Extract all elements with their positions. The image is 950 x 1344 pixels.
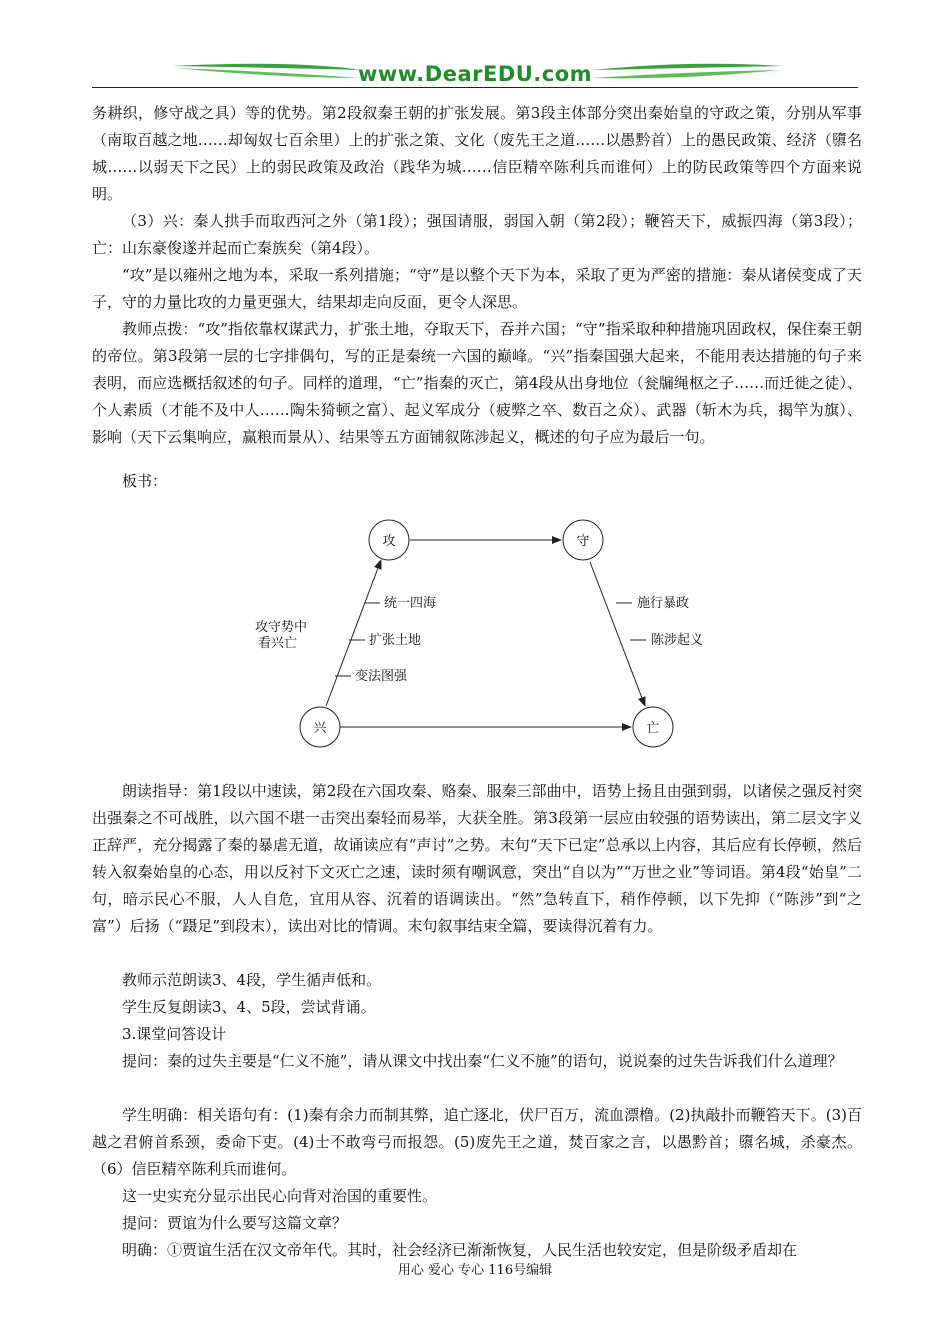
header-divider xyxy=(92,87,858,88)
paragraph-student-practice: 学生反复朗读3、4、5段，尝试背诵。 xyxy=(122,998,376,1016)
svg-text:攻: 攻 xyxy=(382,534,396,549)
node-xing xyxy=(300,707,340,747)
paragraph-4: 教师点拨：“攻”指依靠权谋武力，扩张土地，夺取天下，吞并六国；“守”指采取种种措施巩固政权，保住秦王朝的帝位。第3段第一层的七字排偶句，写的正是秦统一六国的巅峰。“兴”指秦国强大起来，不能用表达措施的句子来表明，而应选概括叙述的句子。同样的道理，“亡”指秦的灭亡，第4段从出身地位（瓮牖绳枢之子……而迁徙之徒）、个人素质（才能不及中人……陶朱猗顿之富）、起义军成分（疲弊之卒、数百之众）、武器（斩木为兵，揭竿为旗）、影响（天下云集响应，赢粮而景从）、结果等五方面铺叙陈涉起义，概述的句子应为最后一句。 xyxy=(92,320,862,446)
label-uprising: 陈涉起义 xyxy=(651,633,704,648)
node-wang xyxy=(633,707,673,747)
node-shou xyxy=(563,520,603,560)
paragraph-reading-guide: 朗读指导：第1段以中速读，第2段在六国攻秦、赂秦、服秦三部曲中，语势上扬且由强到弱，以诸侯之强反衬突出强秦之不可战胜，以六国不堪一击突出秦轻而易举，大获全胜。第3段第一层应由较强的语势读出，第二层文字义正辞严，充分揭露了秦的暴虐无道，故诵读应有“声讨”之势。末句“天下已定”总承以上内容，其后应有长停顿，然后转入叙秦始皇的心态，用以反衬下文灭亡之速，读时须有嘲讽意，突出“自以为”“万世之业”等词语。第4段“始皇”二句，暗示民心不服，人人自危，宜用从容、沉着的语调读出。“然”急转直下，稍作停顿，以下先抑（“陈涉”到“之富”）后扬（“蹑足”到段末），读出对比的情调。末句叙事结束全篇，要读得沉着有力。 xyxy=(92,782,862,935)
page-footer: 用心 爱心 专心 116号编辑 xyxy=(397,1263,553,1278)
diagram-svg xyxy=(240,510,720,765)
paragraph-3: “攻”是以雍州之地为本，采取一系列措施；“守”是以整个天下为本，采取了更为严密的措施：秦从诸侯变成了天子，守的力量比攻的力量更强大，结果却走向反面，更令人深思。 xyxy=(92,266,862,311)
svg-text:守: 守 xyxy=(576,534,590,549)
label-reform: 变法图强 xyxy=(355,669,408,684)
paragraph-answer-2: 明确：①贾谊生活在汉文帝年代。其时，社会经济已渐渐恢复，人民生活也较安定，但是阶级矛盾却在 xyxy=(122,1241,798,1259)
label-tyranny: 施行暴政 xyxy=(637,596,690,611)
arrow-shou-to-wang xyxy=(590,562,645,706)
site-logo[interactable]: www.DearEDU.com xyxy=(357,62,593,86)
paragraph-conclusion: 这一史实充分显示出民心向背对治国的重要性。 xyxy=(122,1187,438,1205)
diagram-caption-line-1: 攻守势中 xyxy=(255,620,308,635)
svg-text:兴: 兴 xyxy=(313,721,327,736)
section-heading-qa: 3.课堂问答设计 xyxy=(122,1025,227,1043)
node-gong xyxy=(369,520,409,560)
label-expand: 扩张土地 xyxy=(369,633,422,648)
label-unify: 统一四海 xyxy=(384,596,437,611)
paragraph-2: （3）兴：秦人拱手而取西河之外（第1段）；强国请服，弱国入朝（第2段）；鞭笞天下，威振四海（第3段）；亡：山东豪俊遂并起而亡秦族矣（第4段）。 xyxy=(92,212,862,257)
page-header xyxy=(92,58,858,90)
paragraph-question-2: 提问：贾谊为什么要写这篇文章？ xyxy=(122,1214,348,1232)
blackboard-label: 板书： xyxy=(122,472,168,490)
paragraph-teacher-demo: 教师示范朗读3、4段，学生循声低和。 xyxy=(122,971,382,989)
paragraph-1: 务耕织，修守战之具）等的优势。第2段叙秦王朝的扩张发展。第3段主体部分突出秦始皇的守政之策，分别从军事（南取百越之地……却匈奴七百余里）上的扩张之策、文化（废先王之道……以愚黔首）上的愚民政策、经济（隳名城……以弱天下之民）上的弱民政策及政治（践华为城……信臣精卒陈利兵而谁何）上的防民政策等四个方面来说明。 xyxy=(92,104,862,203)
svg-text:亡: 亡 xyxy=(646,721,660,736)
blackboard-diagram xyxy=(240,510,720,765)
diagram-caption-line-2: 看兴亡 xyxy=(258,636,298,651)
paragraph-answer-1: 学生明确：相关语句有：(1)秦有余力而制其弊，追亡逐北，伏尸百万，流血漂橹。(2)执敲扑而鞭笞天下。(3)百越之君俯首系颈，委命下吏。(4)士不敢弯弓而报怨。(5)废先王之道，焚百家之言，以愚黔首；隳名城，杀豪杰。（6）信臣精卒陈利兵而谁何。 xyxy=(92,1106,862,1178)
paragraph-question-1: 提问：秦的过失主要是“仁义不施”，请从课文中找出秦“仁义不施”的语句，说说秦的过失告诉我们什么道理？ xyxy=(122,1052,843,1070)
